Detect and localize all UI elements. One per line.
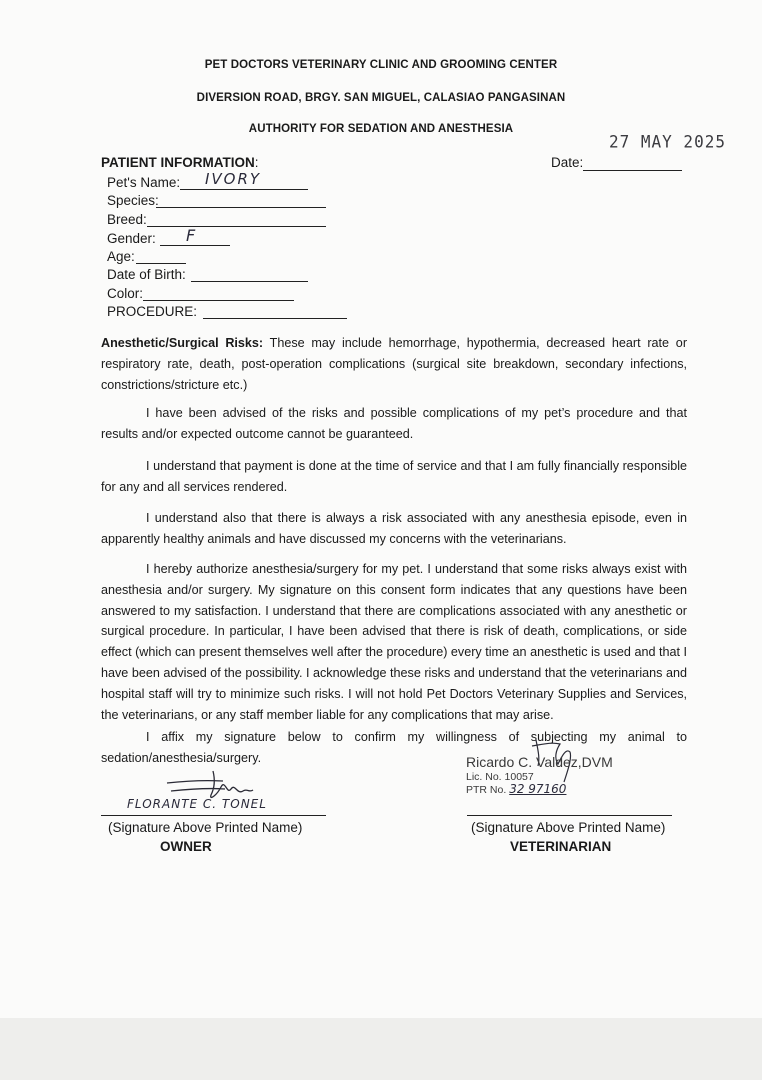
vet-license: Lic. No. 10057	[466, 771, 534, 783]
procedure-label: PROCEDURE:	[107, 304, 198, 319]
owner-role: OWNER	[160, 839, 212, 854]
owner-caption: (Signature Above Printed Name)	[108, 820, 303, 835]
affix-signature-paragraph: I affix my signature below to confirm my willingness of subjecting my animal to sedation/anesthesia/surgery.	[101, 730, 687, 765]
breed-label: Breed:	[107, 212, 147, 227]
age-line	[136, 263, 186, 264]
color-line	[143, 300, 294, 301]
owner-printed-name: FLORANTE C. TONEL	[127, 797, 267, 811]
date-label: Date:	[551, 155, 584, 170]
vet-ptr: PTR No. 32 97160	[466, 782, 567, 796]
species-line	[156, 207, 326, 208]
vet-caption: (Signature Above Printed Name)	[471, 820, 666, 835]
anesthesia-risk-paragraph: I understand also that there is always a risk associated with any anesthesia episode, even in apparently healthy animals and have discussed my concerns with the veterinarians.	[101, 511, 687, 546]
gender-line	[160, 245, 230, 246]
vet-signature-line	[467, 815, 672, 816]
dob-line	[191, 281, 308, 282]
dob-label: Date of Birth:	[107, 267, 186, 282]
gender-label: Gender:	[107, 231, 156, 246]
pet-name-label: Pet's Name:	[107, 175, 181, 190]
clinic-name: PET DOCTORS VETERINARY CLINIC AND GROOMING CENTER	[204, 59, 558, 71]
pet-name-line	[180, 189, 308, 190]
date-stamp: 27 MAY 2025	[609, 131, 726, 152]
vet-role: VETERINARIAN	[510, 839, 612, 854]
breed-line	[147, 226, 326, 227]
patient-info-heading: PATIENT INFORMATION:	[101, 155, 259, 170]
risks-paragraph: Anesthetic/Surgical Risks: These may include hemorrhage, hypothermia, decreased heart rate or respiratory rate, death, post-operation complications (surgical site breakdown, secondary infections, constrictions/stricture etc.)	[101, 336, 688, 392]
owner-signature-line	[101, 815, 326, 816]
authorization-paragraph: I hereby authorize anesthesia/surgery for my pet. I understand that some risks always exist with anesthesia and/or surgery. My signature on this consent form indicates that any questions have been answered to my satisfaction. I understand that there are complications associated with any anesthetic or surgical procedure. In particular, I have been advised that there is risk of death, complications, or side effect (which can present themselves well after the procedure) every time an anesthetic is used and that I have been advised of the possibility. I acknowledge these risks and understand that the veterinarians and hospital staff will try to minimize such risks. I will not hold Pet Doctors Veterinary Supplies and Services, the veterinarians, or any staff member liable for any complications that may arise.	[101, 562, 687, 722]
pet-name-value: IVORY	[205, 170, 262, 188]
date-line	[583, 170, 682, 171]
form-title: AUTHORITY FOR SEDATION AND ANESTHESIA	[248, 123, 514, 135]
vet-stamp-name: Ricardo C. Valdez,DVM	[466, 754, 613, 770]
species-label: Species:	[107, 193, 159, 208]
scan-bottom-edge	[0, 1018, 762, 1080]
gender-value: F	[186, 226, 196, 245]
procedure-line	[203, 318, 347, 319]
payment-paragraph: I understand that payment is done at the time of service and that I am fully financially responsible for any and all services rendered.	[101, 459, 687, 494]
age-label: Age:	[107, 249, 135, 264]
color-label: Color:	[107, 286, 144, 301]
advised-paragraph: I have been advised of the risks and possible complications of my pet’s procedure and that results and/or expected outcome cannot be guaranteed.	[101, 406, 687, 441]
clinic-address: DIVERSION ROAD, BRGY. SAN MIGUEL, CALASIAO PANGASINAN	[196, 92, 566, 104]
